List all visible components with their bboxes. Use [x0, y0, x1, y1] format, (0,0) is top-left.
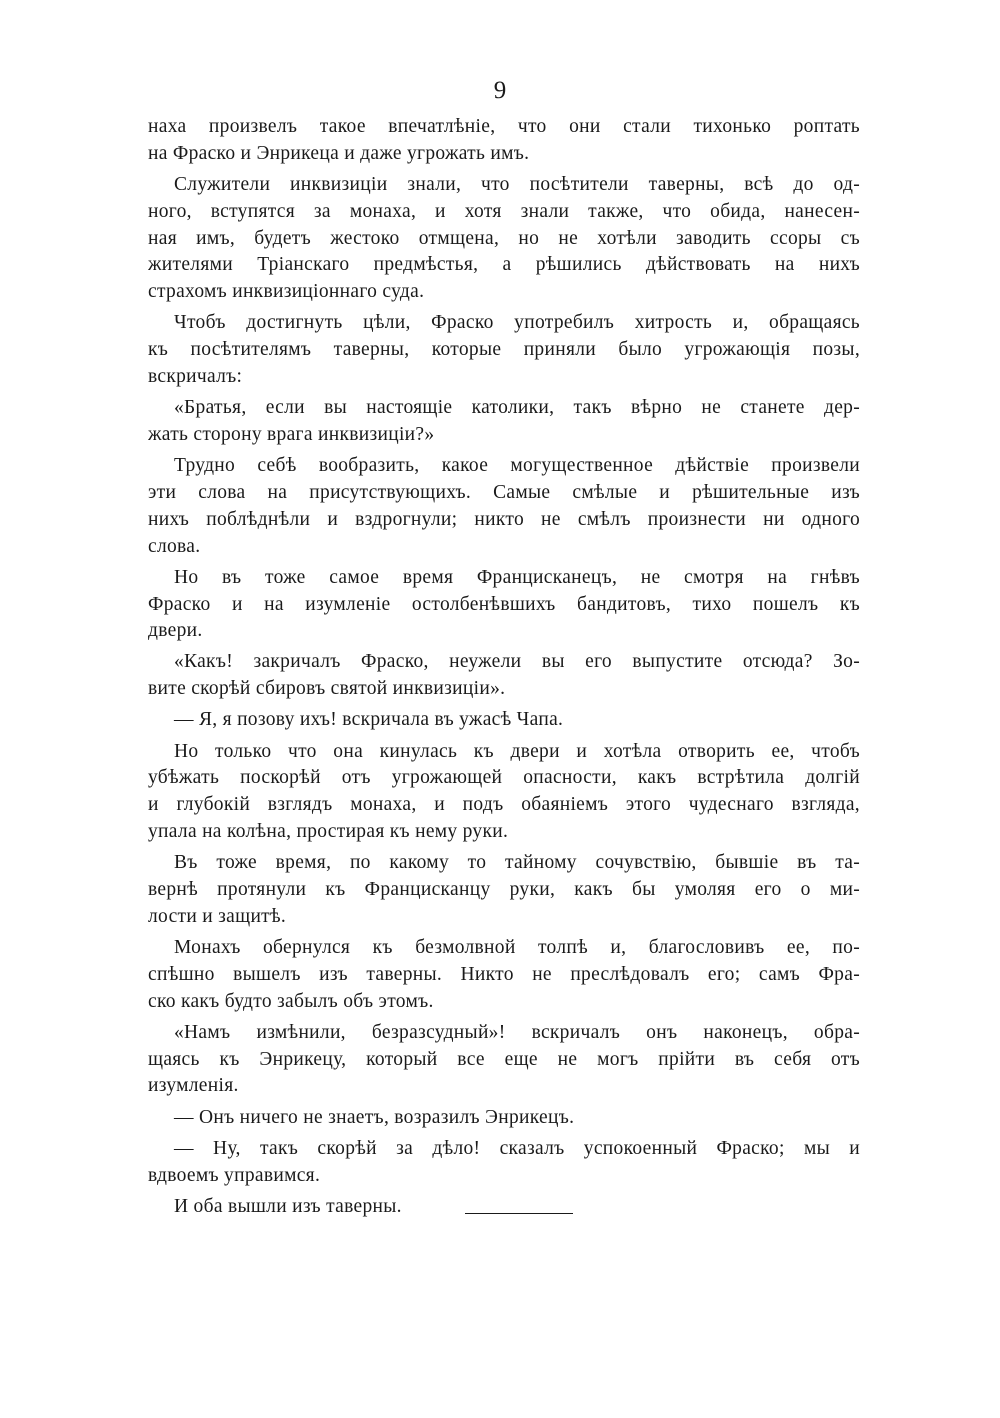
text-line: Въ тоже время, по какому то тайному сочувствію, бывшіе въ та- [174, 852, 860, 874]
text-line: Но въ тоже самое время Францисканецъ, не смотря на гнѣвъ [174, 566, 860, 588]
text-line: И оба вышли изъ таверны. [174, 1195, 402, 1217]
text-line: убѣжать поскорѣй отъ угрожающей опасности, какъ встрѣтила долгій [148, 767, 860, 789]
body-text [148, 114, 860, 1225]
text-line: жителями Тріанскаго предмѣстья, а рѣшились дѣйствовать на нихъ [148, 254, 860, 276]
page-number: 9 [493, 77, 507, 104]
text-line: Но только что она кинулась къ двери и хотѣла отворить ее, чтобъ [174, 740, 860, 762]
text-line: спѣшно вышелъ изъ таверны. Никто не преслѣдовалъ его; самъ Фра- [148, 963, 860, 985]
end-rule-divider [465, 1213, 573, 1214]
paragraph [148, 1020, 860, 1100]
text-line: ного, вступятся за монаха, и хотя знали также, что обида, нанесен- [148, 200, 860, 222]
text-line: слова. [148, 535, 201, 557]
text-line: страхомъ инквизиціоннаго суда. [148, 281, 425, 303]
paragraph [148, 1194, 860, 1221]
text-line: «Братья, если вы настоящіе католики, такъ вѣрно не станете дер- [174, 397, 860, 419]
text-line: Чтобъ достигнуть цѣли, Фраско употребилъ хитрость и, обращаясь [174, 312, 860, 334]
paragraph [148, 649, 860, 703]
text-line: вдвоемъ управимся. [148, 1164, 321, 1186]
paragraph [148, 310, 860, 390]
text-line: изумленія. [148, 1075, 239, 1097]
paragraph [148, 114, 860, 168]
text-line: на Фраско и Энрикеца и даже угрожать имъ. [148, 142, 530, 164]
paragraph [148, 565, 860, 645]
text-line: «Намъ измѣнили, безразсудный»! вскричалъ онъ наконецъ, обра- [174, 1021, 860, 1043]
text-line: ско какъ будто забылъ объ этомъ. [148, 990, 434, 1012]
paragraph [148, 707, 860, 734]
paragraph [148, 1105, 860, 1132]
text-line: къ посѣтителямъ таверны, которые приняли было угрожающія позы, [148, 339, 860, 361]
text-line: наха произвелъ такое впечатлѣніе, что они стали тихонько роптать [148, 116, 860, 137]
text-line: нихъ поблѣднѣли и вздрогнули; никто не смѣлъ произнести ни одного [148, 508, 860, 530]
paragraph [148, 850, 860, 930]
text-line: вскричалъ: [148, 365, 243, 387]
paragraph [148, 1136, 860, 1190]
text-line: эти слова на присутствующихъ. Самые смѣлые и рѣшительные изъ [148, 481, 860, 503]
text-line: Монахъ обернулся къ безмолвной толпѣ и, благословивъ ее, по- [174, 937, 860, 959]
paragraph [148, 935, 860, 1015]
paragraph [148, 739, 860, 846]
text-line: и глубокій взглядъ монаха, и подъ обаяніемъ этого чудеснаго взгляда, [148, 794, 860, 816]
text-line: щаясь къ Энрикецу, который все еще не могъ прійти въ себя отъ [148, 1048, 860, 1070]
text-line: — Онъ ничего не знаетъ, возразилъ Энрикецъ. [174, 1106, 575, 1128]
text-line: вернѣ протянули къ Францисканцу руки, какъ бы умоляя его о ми- [148, 879, 860, 901]
text-line: «Какъ! закричалъ Фраско, неужели вы его выпустите отсюда? Зо- [174, 651, 860, 673]
paragraph [148, 172, 860, 306]
text-line: ная имъ, будетъ жестоко отмщена, но не хотѣли заводить ссоры съ [148, 227, 860, 249]
text-line: двери. [148, 620, 203, 642]
text-line: Трудно себѣ вообразить, какое могущественное дѣйствіе произвели [174, 455, 860, 477]
text-line: упала на колѣна, простирая къ нему руки. [148, 821, 509, 843]
text-line: лости и защитѣ. [148, 905, 287, 927]
paragraph [148, 395, 860, 449]
text-line: — Я, я позову ихъ! вскричала въ ужасѣ Чапа. [174, 709, 564, 731]
text-line: жать сторону врага инквизиціи?» [148, 423, 435, 445]
text-line: — Ну, такъ скорѣй за дѣло! сказалъ успокоенный Фраско; мы и [174, 1137, 860, 1159]
text-line: Фраско и на изумленіе остолбенѣвшихъ бандитовъ, тихо пошелъ къ [148, 593, 860, 615]
text-line: Служители инквизиціи знали, что посѣтители таверны, всѣ до од- [174, 173, 860, 195]
paragraph [148, 453, 860, 560]
text-line: вите скорѣй сбировъ святой инквизиціи». [148, 678, 506, 700]
